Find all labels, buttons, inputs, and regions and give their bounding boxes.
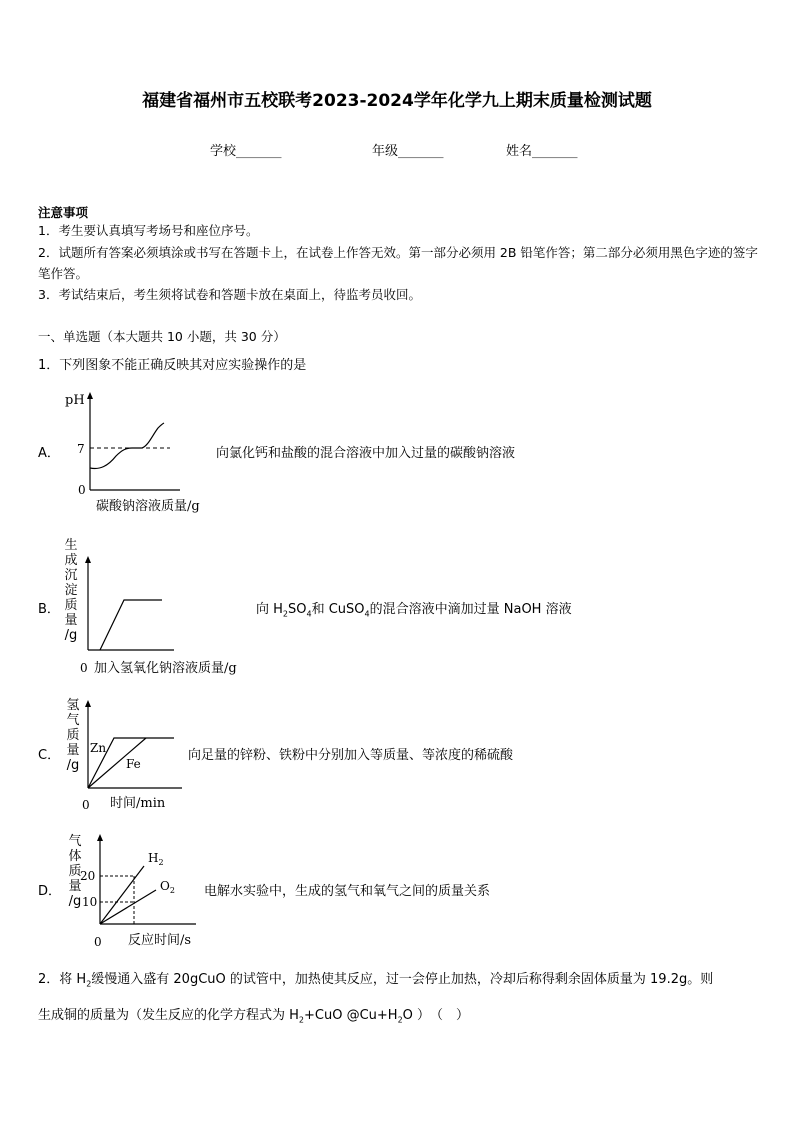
option-b-chart <box>78 550 258 680</box>
option-c-label[interactable]: C． <box>38 748 61 763</box>
chart-d-o2-label: $O_2$ <box>160 879 175 895</box>
option-a-label[interactable]: A． <box>38 446 60 461</box>
question-2-line-1: 2．将 $H_2$缓慢通入盛有 20gCuO 的试管中，加热使其反应，过一会停止加热，冷却后称得剩余固体质量为 19.2g。则 <box>38 972 714 989</box>
chart-d-ytick-10: 10 <box>82 895 98 909</box>
note-item: 2．试题所有答案必须填涂或书写在答题卡上，在试卷上作答无效。第一部分必须用 2B 铅笔作答；第二部分必须用黑色字迹的签字笔作答。 <box>38 245 758 281</box>
chart-c-zn-label: Zn <box>90 741 107 755</box>
school-field[interactable]: 学校_______ <box>210 144 282 159</box>
chart-d-h2-line <box>100 866 144 924</box>
option-a-chart <box>60 388 230 518</box>
note-item: 1．考生要认真填写考场号和座位序号。 <box>38 223 259 238</box>
question-2-line-2: 生成铜的质量为（发生反应的化学方程式为 $H_2+CuO$ $@Cu+H_2O$ ） （ ） <box>38 1008 470 1025</box>
chart-b-line <box>100 600 162 650</box>
option-d-chart <box>78 830 208 954</box>
chart-d-h2-label: $H_2$ <box>148 851 164 867</box>
note-item: 3．考试结束后，考生须将试卷和答题卡放在桌面上，待监考员收回。 <box>38 287 421 302</box>
chart-d-origin: 0 <box>94 935 102 949</box>
chart-c-origin: 0 <box>82 798 90 812</box>
grade-field[interactable]: 年级_______ <box>372 144 444 159</box>
option-a-description: 向氯化钙和盐酸的混合溶液中加入过量的碳酸钠溶液 <box>216 446 516 461</box>
question-1-stem: 1．下列图象不能正确反映其对应实验操作的是 <box>38 358 307 373</box>
chart-d-xlabel: 反应时间/s <box>128 933 192 948</box>
chart-b-ylabel: 生 成 沉 淀 质 量 /g <box>64 538 78 643</box>
chart-a-xlabel: 碳酸钠溶液质量/g <box>96 499 200 514</box>
chart-c-xlabel: 时间/min <box>110 796 166 811</box>
chart-c-ylabel: 氢 气 质 量 /g <box>66 698 80 773</box>
option-d-description: 电解水实验中，生成的氢气和氧气之间的质量关系 <box>204 884 491 899</box>
chart-a-curve <box>90 423 164 469</box>
chart-c-fe-label: Fe <box>126 757 141 771</box>
page-title: 福建省福州市五校联考2023-2024学年化学九上期末质量检测试题 <box>142 91 652 111</box>
chart-b-xlabel: 加入氢氧化钠溶液质量/g <box>94 661 237 676</box>
chart-d-o2-line <box>100 890 156 924</box>
section-heading: 一、单选题（本大题共 10 小题，共 30 分） <box>38 329 286 344</box>
option-c-chart <box>78 696 198 816</box>
chart-a-origin: 0 <box>78 483 86 497</box>
chart-d-ylabel: 气 体 质 量 /g <box>68 834 82 909</box>
chart-b-origin: 0 <box>80 661 88 675</box>
option-b-label[interactable]: B． <box>38 602 60 617</box>
option-c-description: 向足量的锌粉、铁粉中分别加入等质量、等浓度的稀硫酸 <box>188 748 514 763</box>
chart-a-ytick: 7 <box>77 442 85 456</box>
notes-heading: 注意事项 <box>38 205 89 220</box>
chart-a-ylabel: pH <box>65 393 85 408</box>
option-d-label[interactable]: D． <box>38 884 62 899</box>
option-b-description: 向 $H_2SO_4$和 CuSO$_4$的混合溶液中滴加过量 NaOH 溶液 <box>256 602 572 619</box>
chart-d-ytick-20: 20 <box>80 869 96 883</box>
name-field[interactable]: 姓名_______ <box>506 144 578 159</box>
